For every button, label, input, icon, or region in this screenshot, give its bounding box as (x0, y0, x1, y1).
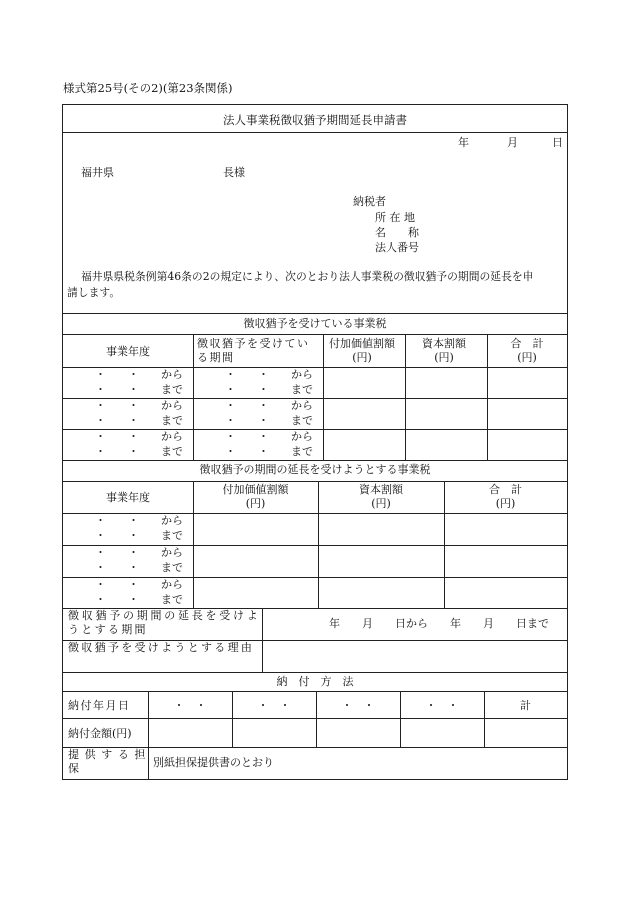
s2-row2-from: ・ ・ から (95, 546, 183, 559)
s1-header-deferral-period: 徴収猶予を受けている期間 (197, 337, 310, 364)
collateral-value: 別紙担保提供書のとおり (153, 756, 274, 769)
payment-amount-label: 納付金額(円) (68, 727, 132, 740)
date-year: 年 (458, 136, 469, 149)
date-day: 日 (552, 136, 563, 149)
s2-unit-total: (円) (495, 497, 516, 510)
s1-header-value-added: 付加価値割額 (329, 337, 395, 350)
s2-header-capital: 資本割額 (359, 483, 403, 496)
s1-row3-period-from: ・ ・ から (225, 430, 313, 443)
s2-header-value-added: 付加価値割額 (222, 483, 289, 496)
payment-method-title: 納 付 方 法 (276, 675, 354, 688)
s2-row2-to: ・ ・ まで (95, 561, 183, 574)
s2-unit-value-added: (円) (245, 497, 266, 510)
s1-row1-from: ・ ・ から (95, 368, 183, 381)
collateral-label: 提供する担保 (68, 748, 148, 775)
s1-row1-period-to: ・ ・ まで (225, 383, 313, 396)
addressee-suffix: 長様 (223, 166, 245, 179)
section1-title: 徴収猶予を受けている事業税 (243, 317, 387, 330)
s1-unit-total: (円) (517, 351, 537, 364)
s1-header-total: 合 計 (510, 337, 544, 350)
addressee-prefecture: 福井県 (81, 166, 114, 179)
payment-date-1: ・ ・ (173, 699, 207, 712)
taxpayer-address: 所 在 地 (375, 211, 415, 224)
s1-row2-period-to: ・ ・ まで (225, 414, 313, 427)
s1-row1-to: ・ ・ まで (95, 383, 183, 396)
extension-period-label: 徴収猶予の期間の延長を受けようとする期間 (68, 609, 260, 636)
s2-header-fiscal-year: 事業年度 (106, 491, 150, 504)
s1-row2-from: ・ ・ から (95, 399, 183, 412)
reason-label: 徴収猶予を受けようとする理由 (68, 641, 255, 654)
form-title: 法人事業税徴収猶予期間延長申請書 (223, 113, 407, 127)
payment-date-2: ・ ・ (257, 699, 291, 712)
s1-header-fiscal-year: 事業年度 (106, 345, 150, 358)
s1-row3-period-to: ・ ・ まで (225, 445, 313, 458)
s2-row1-from: ・ ・ から (95, 514, 183, 527)
s1-row3-from: ・ ・ から (95, 430, 183, 443)
section2-title: 徴収猶予の期間の延長を受けようとする事業税 (199, 463, 431, 476)
s2-header-total: 合 計 (489, 483, 522, 496)
s1-header-capital: 資本割額 (422, 337, 466, 350)
application-form (62, 104, 568, 780)
form-number: 様式第25号(その2)(第23条関係) (63, 81, 233, 95)
s1-row2-period-from: ・ ・ から (225, 399, 313, 412)
s2-row1-to: ・ ・ まで (95, 529, 183, 542)
payment-date-3: ・ ・ (341, 699, 375, 712)
taxpayer-name: 名 称 (375, 226, 419, 239)
s1-row2-to: ・ ・ まで (95, 414, 183, 427)
taxpayer-corp-number: 法人番号 (375, 241, 419, 254)
body-text-line1: 福井県県税条例第46条の2の規定により、次のとおり法人事業税の徴収猶予の期間の延長を申 (81, 270, 534, 283)
date-month: 月 (507, 136, 518, 149)
s2-row3-to: ・ ・ まで (95, 593, 183, 606)
extension-period-value: 年 月 日から 年 月 日まで (329, 617, 549, 630)
s2-unit-capital: (円) (371, 497, 391, 510)
s1-row1-period-from: ・ ・ から (225, 368, 313, 381)
payment-total-label: 計 (520, 699, 531, 712)
s1-unit-capital: (円) (434, 351, 454, 364)
taxpayer-label: 納税者 (353, 195, 386, 208)
payment-date-4: ・ ・ (425, 699, 459, 712)
s2-row3-from: ・ ・ から (95, 578, 183, 591)
s1-row3-to: ・ ・ まで (95, 445, 183, 458)
body-text-line2: 請します。 (67, 286, 121, 299)
s1-unit-value-added: (円) (352, 351, 372, 364)
payment-date-label: 納付年月日 (68, 699, 131, 712)
